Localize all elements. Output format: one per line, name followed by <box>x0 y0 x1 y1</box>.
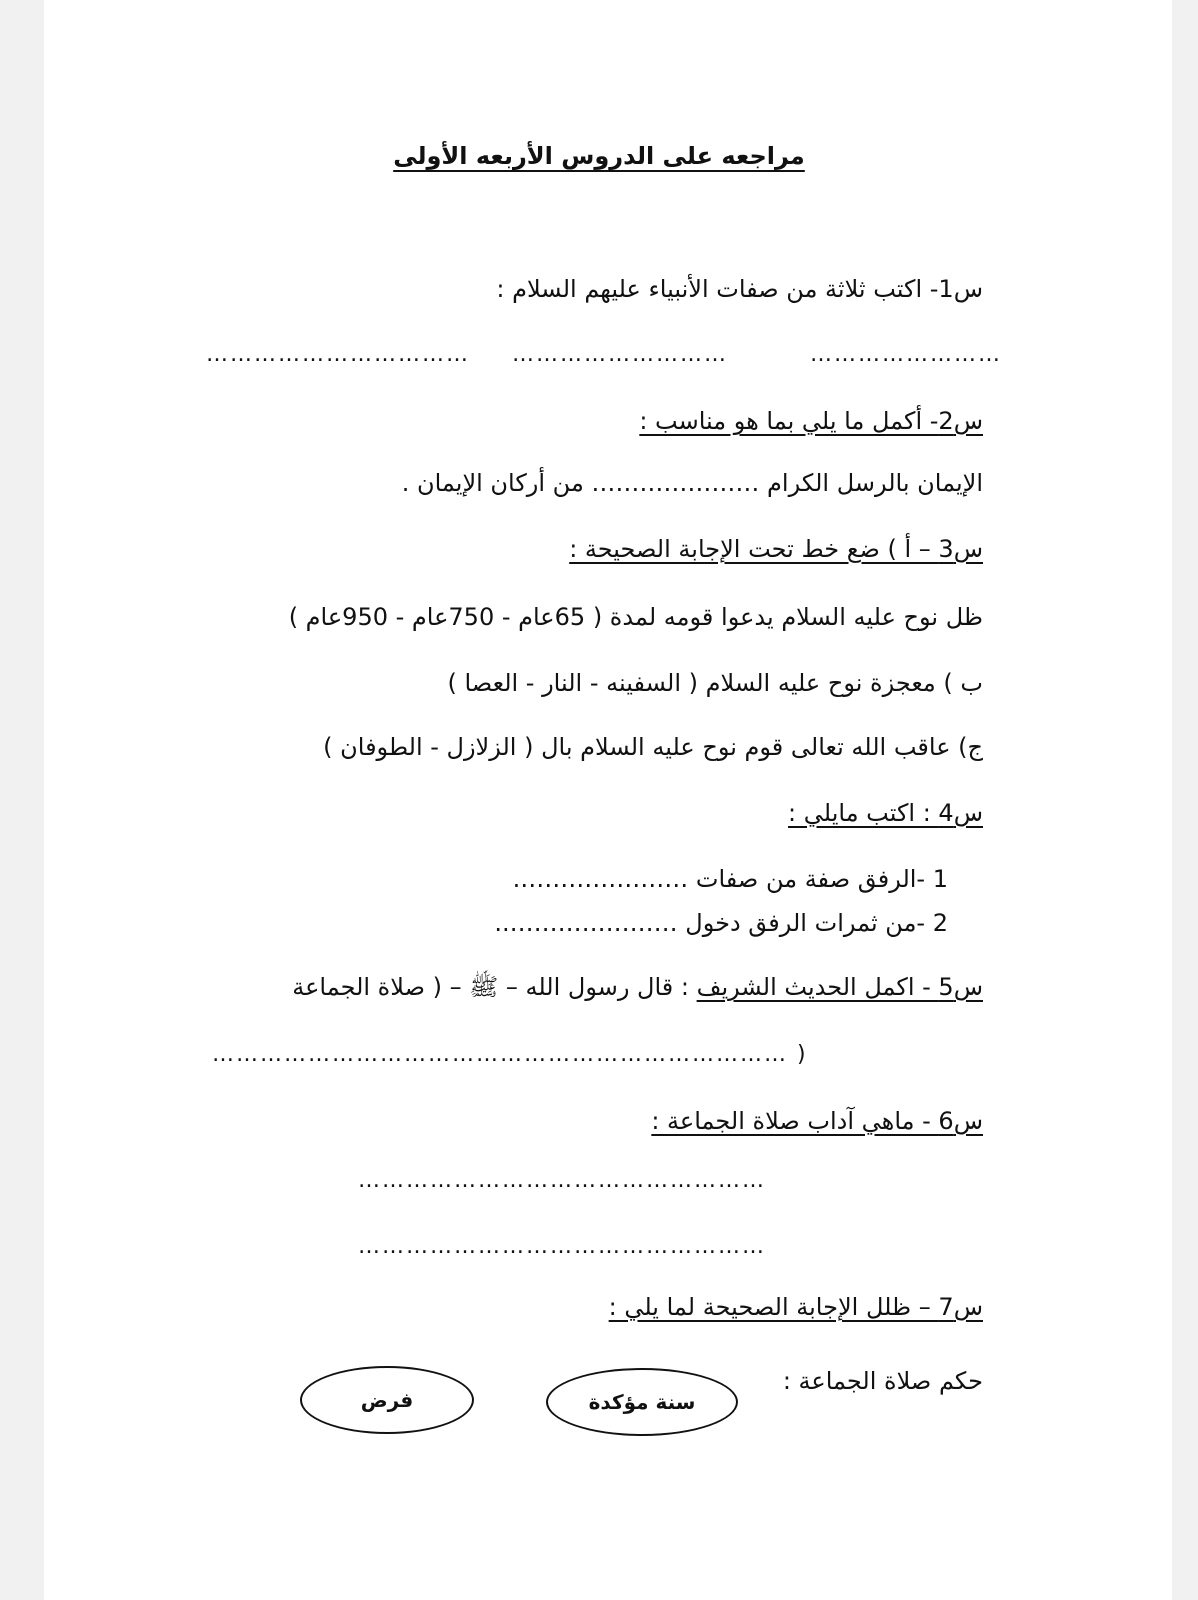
q3-item-b: ب ) معجزة نوح عليه السلام ( السفينه - النار - العصا ) <box>447 669 983 697</box>
q7-option-fard[interactable] <box>300 1366 474 1434</box>
q1-answer-blank-3[interactable]: …………………………… <box>206 342 470 367</box>
q4-item-2: 2 -من ثمرات الرفق دخول ………………….. <box>494 909 948 937</box>
q5-answer-blank[interactable]: ……………………………………………………………… ) <box>212 1042 808 1067</box>
q7-option-fard-label: فرض <box>360 1388 414 1412</box>
q5-hadith-text: : قال رسول الله – ﷺ – ( صلاة الجماعة <box>292 973 689 1001</box>
page-title: مراجعه على الدروس الأربعه الأولى <box>393 142 805 170</box>
question-5-prompt: س5 - اكمل الحديث الشريف <box>696 973 983 1001</box>
question-5-line <box>292 970 983 1004</box>
question-3-prompt: س3 – أ ) ضع خط تحت الإجابة الصحيحة : <box>569 535 983 563</box>
q1-answer-blank-2[interactable]: ……………………… <box>512 342 728 367</box>
q4-item-1: 1 -الرفق صفة من صفات …………………. <box>512 865 948 893</box>
q2-sentence: الإيمان بالرسل الكرام ………………… من أركان الإيمان . <box>401 469 983 497</box>
question-7-prompt: س7 – ظلل الإجابة الصحيحة لما يلي : <box>608 1293 983 1321</box>
question-4-prompt: س4 : اكتب مايلي : <box>788 799 983 827</box>
question-2-prompt: س2- أكمل ما يلي بما هو مناسب : <box>639 407 983 435</box>
q1-answer-blank-1[interactable]: …………………… <box>810 342 1002 367</box>
question-6-prompt: س6 - ماهي آداب صلاة الجماعة : <box>651 1107 983 1135</box>
q7-statement: حكم صلاة الجماعة : <box>782 1367 983 1395</box>
q7-option-sunna[interactable] <box>546 1368 738 1436</box>
q3-item-a: ظل نوح عليه السلام يدعوا قومه لمدة ( 65عام - 750عام - 950عام ) <box>288 603 983 631</box>
q3-item-c: ج) عاقب الله تعالى قوم نوح عليه السلام بال ( الزلازل - الطوفان ) <box>323 733 983 761</box>
q6-answer-blank-2[interactable]: …………………………………………… <box>358 1234 766 1259</box>
question-1-prompt: س1- اكتب ثلاثة من صفات الأنبياء عليهم السلام : <box>496 275 983 303</box>
q6-answer-blank-1[interactable]: …………………………………………… <box>358 1168 766 1193</box>
q7-option-sunna-label: سنة مؤكدة <box>588 1390 696 1414</box>
worksheet-page <box>44 0 1172 1600</box>
